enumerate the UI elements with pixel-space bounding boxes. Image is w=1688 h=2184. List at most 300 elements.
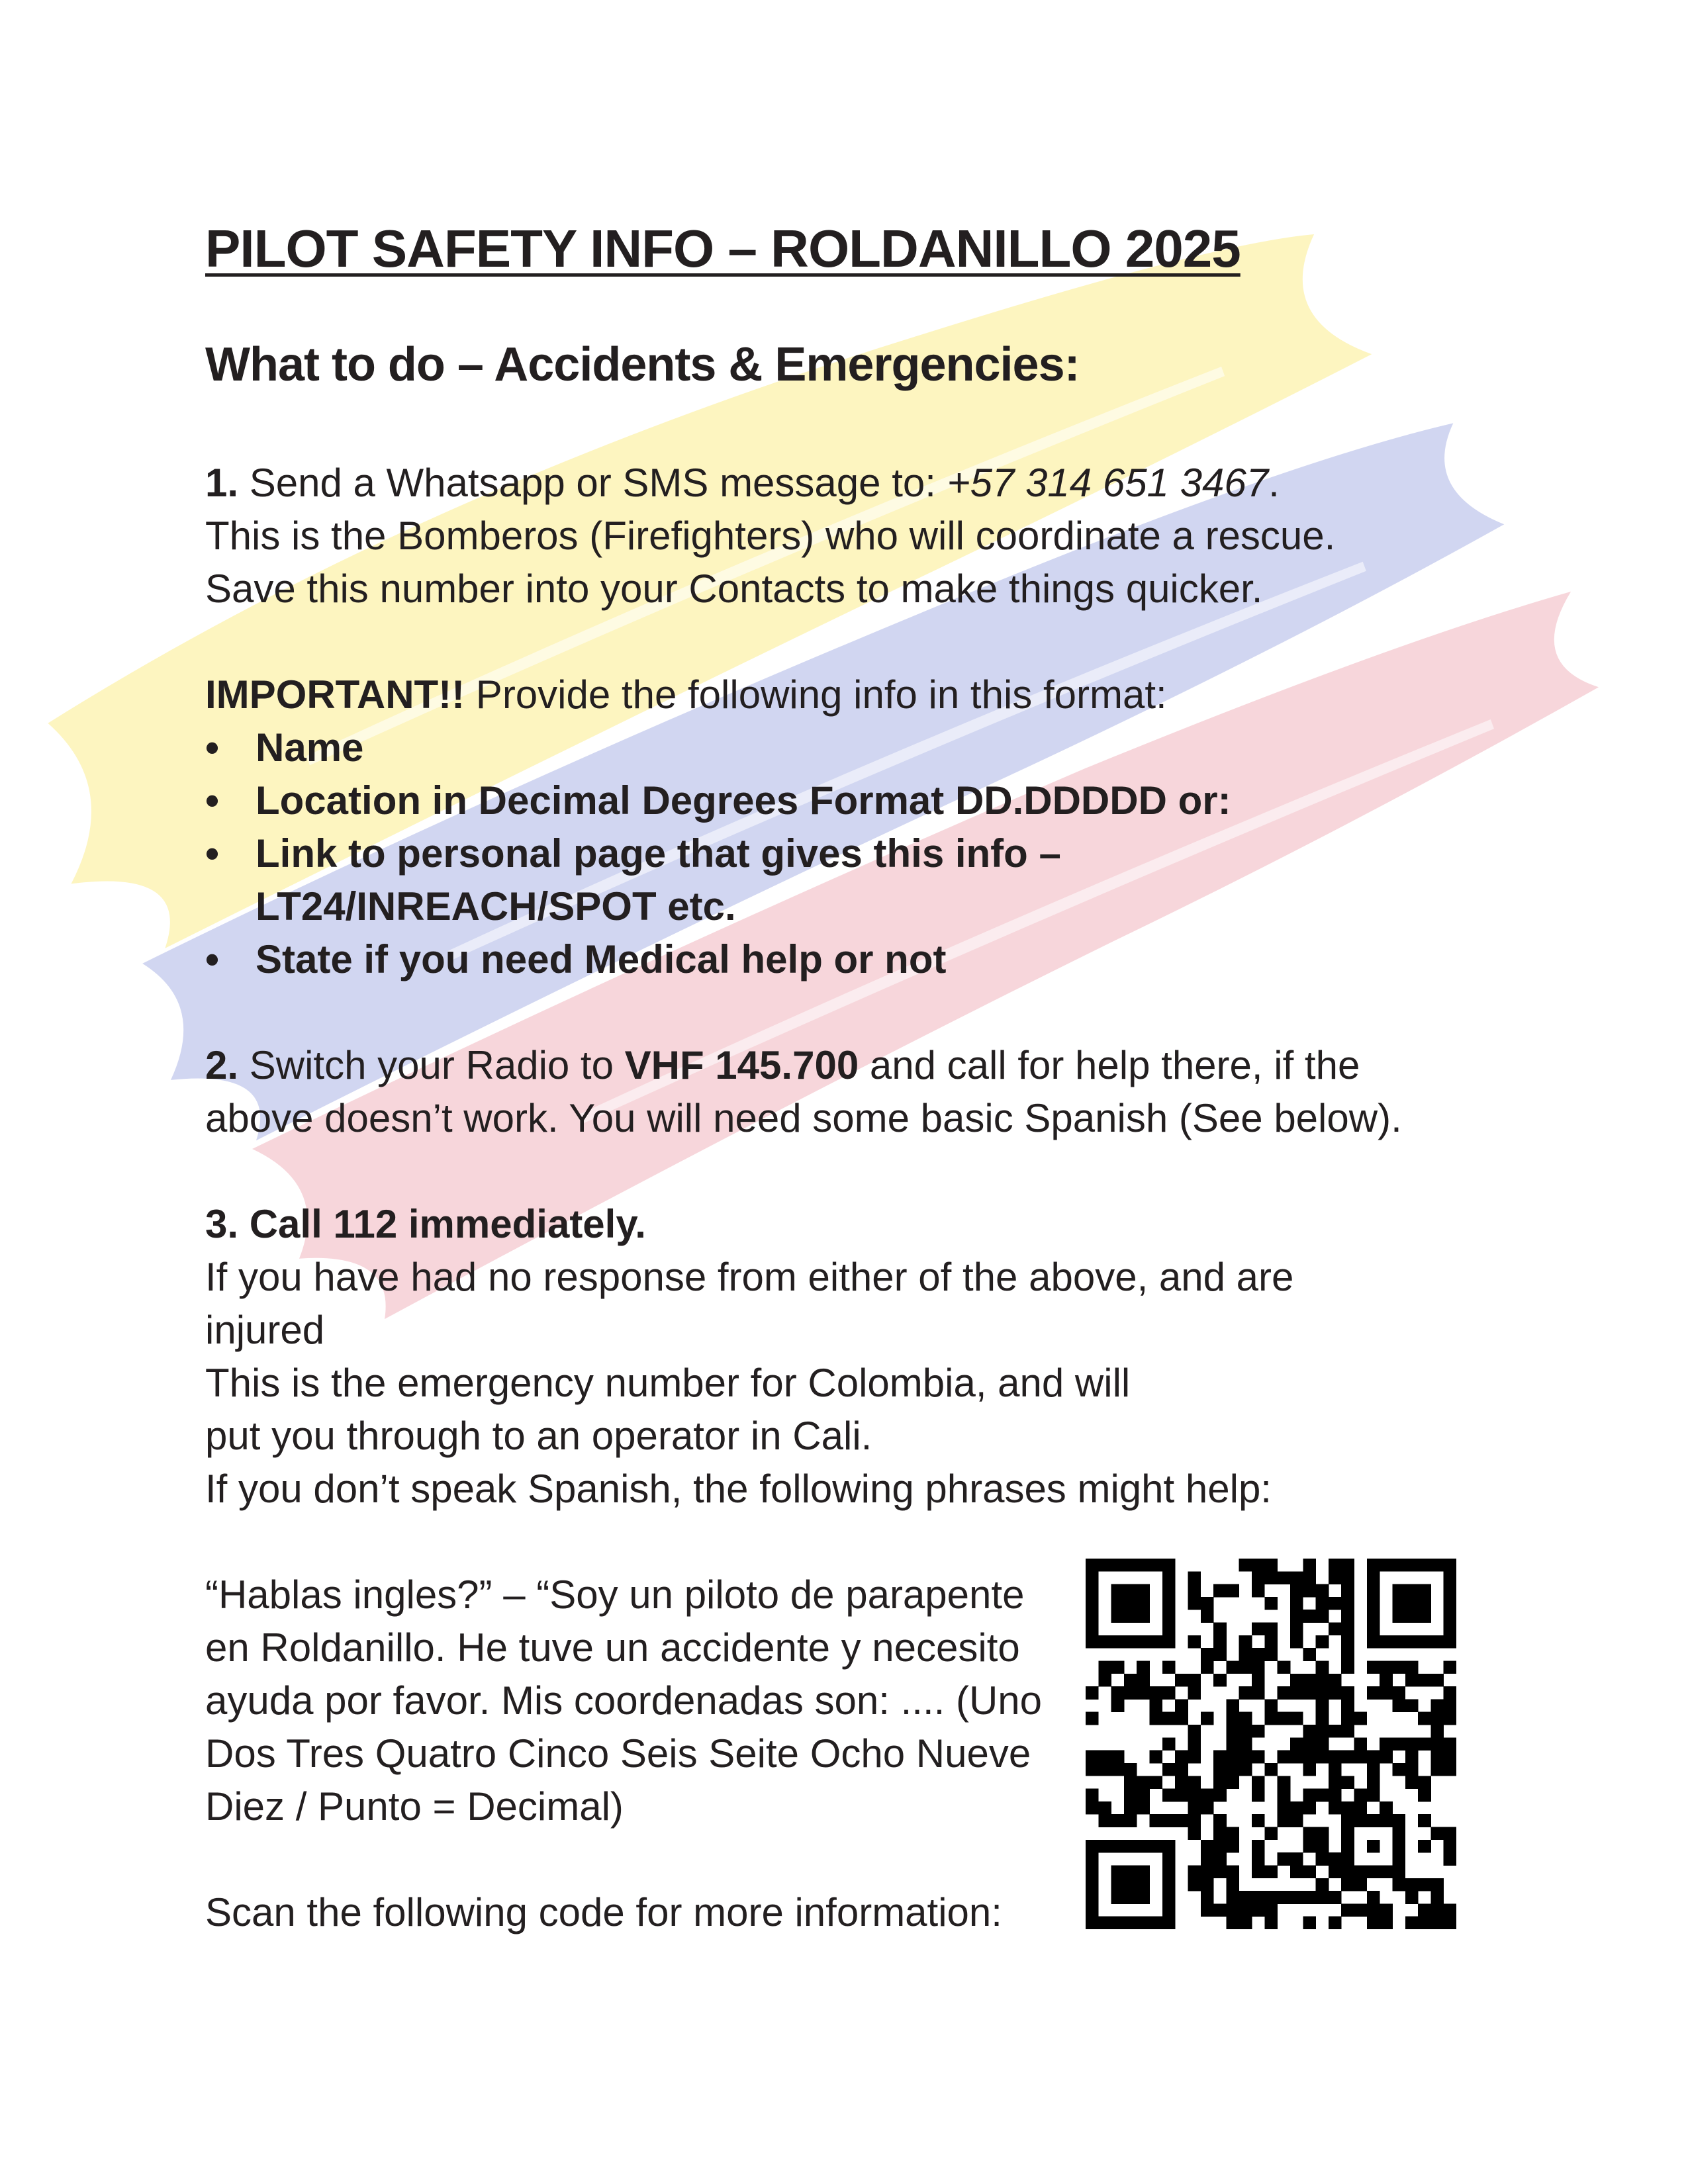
qr-module — [1213, 1674, 1227, 1687]
qr-module — [1124, 1891, 1137, 1904]
qr-module — [1430, 1737, 1444, 1751]
qr-module — [1380, 1903, 1393, 1917]
qr-module — [1430, 1903, 1444, 1917]
qr-module — [1188, 1814, 1201, 1827]
qr-module — [1329, 1571, 1342, 1584]
qr-module — [1290, 1801, 1303, 1815]
qr-module — [1290, 1584, 1303, 1598]
qr-module — [1226, 1865, 1239, 1878]
qr-module — [1418, 1840, 1431, 1853]
qr-module — [1137, 1661, 1150, 1674]
qr-module — [1341, 1827, 1354, 1841]
qr-module — [1124, 1878, 1137, 1891]
qr-module — [1303, 1789, 1316, 1802]
qr-module — [1201, 1597, 1214, 1610]
qr-module — [1111, 1559, 1125, 1572]
qr-module — [1341, 1597, 1354, 1610]
qr-module — [1290, 1610, 1303, 1623]
qr-module — [1380, 1814, 1393, 1827]
qr-module — [1124, 1559, 1137, 1572]
qr-module — [1201, 1801, 1214, 1815]
qr-module — [1188, 1865, 1201, 1878]
qr-module — [1367, 1903, 1380, 1917]
qr-module — [1226, 1840, 1239, 1853]
bomberos-phone-number: +57 314 651 3467 — [947, 461, 1269, 505]
qr-module — [1418, 1712, 1431, 1725]
step3-line: injured — [205, 1308, 325, 1352]
qr-module — [1162, 1814, 1176, 1827]
qr-module — [1213, 1776, 1227, 1789]
qr-module — [1213, 1852, 1227, 1866]
qr-module — [1444, 1559, 1456, 1572]
qr-module — [1341, 1776, 1354, 1789]
qr-module — [1367, 1751, 1380, 1764]
qr-module — [1226, 1712, 1239, 1725]
qr-module — [1150, 1840, 1163, 1853]
qr-module — [1086, 1751, 1099, 1764]
qr-module — [1188, 1737, 1201, 1751]
qr-module — [1367, 1686, 1380, 1700]
qr-module — [1252, 1891, 1265, 1904]
qr-module — [1444, 1751, 1456, 1764]
qr-module — [1086, 1891, 1099, 1904]
qr-module — [1150, 1712, 1163, 1725]
qr-module — [1201, 1712, 1214, 1725]
qr-module — [1086, 1571, 1099, 1584]
step1-text: Send a Whatsapp or SMS message to: — [238, 461, 947, 505]
qr-module — [1086, 1712, 1099, 1725]
qr-module — [1341, 1878, 1354, 1891]
qr-module — [1430, 1917, 1444, 1929]
qr-module — [1367, 1763, 1380, 1776]
qr-module — [1303, 1751, 1316, 1764]
qr-module — [1124, 1917, 1137, 1929]
qr-module — [1367, 1865, 1380, 1878]
qr-module — [1418, 1674, 1431, 1687]
qr-module — [1329, 1597, 1342, 1610]
qr-module — [1303, 1891, 1316, 1904]
qr-module — [1290, 1597, 1303, 1610]
qr-module — [1444, 1737, 1456, 1751]
qr-module — [1341, 1801, 1354, 1815]
qr-module — [1086, 1635, 1099, 1649]
qr-module — [1252, 1661, 1265, 1674]
qr-module — [1239, 1763, 1252, 1776]
qr-module — [1188, 1686, 1201, 1700]
qr-module — [1316, 1661, 1329, 1674]
qr-module — [1341, 1751, 1354, 1764]
qr-module — [1111, 1699, 1125, 1712]
qr-module — [1444, 1903, 1456, 1917]
qr-module — [1392, 1737, 1405, 1751]
qr-module — [1405, 1878, 1419, 1891]
qr-module — [1392, 1814, 1405, 1827]
qr-module — [1252, 1571, 1265, 1584]
bullet-icon: • — [205, 831, 220, 876]
qr-module — [1380, 1917, 1393, 1929]
qr-module — [1252, 1903, 1265, 1917]
qr-module — [1329, 1891, 1342, 1904]
qr-module — [1201, 1865, 1214, 1878]
qr-module — [1213, 1827, 1227, 1841]
qr-module — [1430, 1725, 1444, 1738]
qr-module — [1150, 1559, 1163, 1572]
qr-module — [1188, 1571, 1201, 1584]
qr-module — [1430, 1878, 1444, 1891]
qr-module — [1444, 1840, 1456, 1853]
qr-module — [1316, 1827, 1329, 1841]
info-list-item-text: Name — [256, 725, 364, 770]
qr-module — [1341, 1712, 1354, 1725]
qr-module — [1150, 1751, 1163, 1764]
qr-module — [1316, 1686, 1329, 1700]
qr-module — [1392, 1597, 1405, 1610]
qr-module — [1111, 1584, 1125, 1598]
qr-module — [1341, 1610, 1354, 1623]
qr-module — [1086, 1878, 1099, 1891]
qr-module — [1098, 1814, 1111, 1827]
qr-module — [1226, 1903, 1239, 1917]
qr-module — [1111, 1917, 1125, 1929]
qr-module — [1405, 1737, 1419, 1751]
qr-module — [1392, 1878, 1405, 1891]
qr-module — [1226, 1878, 1239, 1891]
qr-module — [1175, 1712, 1188, 1725]
qr-module — [1175, 1814, 1188, 1827]
qr-module — [1086, 1801, 1099, 1815]
qr-module — [1354, 1865, 1368, 1878]
info-list-item-text: State if you need Medical help or not — [256, 937, 947, 981]
qr-module — [1213, 1865, 1227, 1878]
qr-module — [1444, 1635, 1456, 1649]
qr-module — [1252, 1776, 1265, 1789]
qr-module — [1264, 1699, 1278, 1712]
qr-module — [1290, 1737, 1303, 1751]
qr-module — [1264, 1917, 1278, 1929]
qr-module — [1418, 1559, 1431, 1572]
qr-module — [1341, 1725, 1354, 1738]
qr-module — [1226, 1776, 1239, 1789]
qr-module — [1303, 1571, 1316, 1584]
qr-module — [1239, 1891, 1252, 1904]
step1-number: 1. — [205, 461, 239, 505]
qr-module — [1303, 1917, 1316, 1929]
qr-module — [1162, 1891, 1176, 1904]
qr-module — [1264, 1891, 1278, 1904]
qr-module — [1392, 1635, 1405, 1649]
qr-module — [1188, 1751, 1201, 1764]
qr-module — [1418, 1917, 1431, 1929]
qr-module — [1086, 1686, 1099, 1700]
qr-module — [1162, 1686, 1176, 1700]
qr-module — [1341, 1635, 1354, 1649]
qr-module — [1444, 1571, 1456, 1584]
qr-module — [1341, 1699, 1354, 1712]
qr-module — [1098, 1801, 1111, 1815]
step2-text-b: and call for help there, if the — [859, 1043, 1360, 1087]
qr-module — [1329, 1865, 1342, 1878]
qr-module — [1124, 1686, 1137, 1700]
qr-module — [1264, 1597, 1278, 1610]
qr-module — [1213, 1635, 1227, 1649]
qr-module — [1316, 1891, 1329, 1904]
qr-module — [1329, 1801, 1342, 1815]
qr-module — [1316, 1699, 1329, 1712]
qr-module — [1290, 1635, 1303, 1649]
step1-line2: This is the Bomberos (Firefighters) who will coordinate a rescue. — [205, 514, 1336, 558]
qr-module — [1444, 1623, 1456, 1636]
qr-module — [1124, 1789, 1137, 1802]
qr-module — [1162, 1597, 1176, 1610]
qr-module — [1290, 1751, 1303, 1764]
qr-module — [1086, 1789, 1099, 1802]
qr-module — [1405, 1891, 1419, 1904]
qr-module — [1137, 1610, 1150, 1623]
qr-module — [1405, 1610, 1419, 1623]
qr-module — [1111, 1840, 1125, 1853]
qr-module — [1329, 1763, 1342, 1776]
qr-module — [1380, 1737, 1393, 1751]
qr-module — [1201, 1903, 1214, 1917]
qr-module — [1367, 1635, 1380, 1649]
qr-module — [1418, 1635, 1431, 1649]
qr-module — [1290, 1674, 1303, 1687]
qr-module — [1278, 1776, 1291, 1789]
qr-module — [1380, 1559, 1393, 1572]
qr-module — [1341, 1648, 1354, 1661]
bullet-icon: • — [205, 937, 220, 981]
qr-module — [1086, 1840, 1099, 1853]
qr-module — [1086, 1584, 1099, 1598]
qr-module — [1392, 1699, 1405, 1712]
qr-module — [1380, 1661, 1393, 1674]
qr-module — [1418, 1789, 1431, 1802]
qr-module — [1175, 1763, 1188, 1776]
qr-module — [1329, 1852, 1342, 1866]
qr-module — [1252, 1584, 1265, 1598]
qr-module — [1150, 1686, 1163, 1700]
qr-module — [1239, 1661, 1252, 1674]
qr-module — [1264, 1712, 1278, 1725]
step2-line1 — [205, 1039, 1360, 1092]
qr-module — [1086, 1917, 1099, 1929]
qr-module — [1124, 1763, 1137, 1776]
qr-module — [1162, 1917, 1176, 1929]
qr-module — [1150, 1699, 1163, 1712]
qr-module — [1405, 1584, 1419, 1598]
spanish-phrase-line: ayuda por favor. Mis coordenadas son: .... (Uno — [205, 1678, 1043, 1723]
qr-module — [1278, 1852, 1291, 1866]
qr-module — [1086, 1763, 1099, 1776]
qr-module — [1303, 1584, 1316, 1598]
qr-module — [1405, 1635, 1419, 1649]
qr-module — [1354, 1789, 1368, 1802]
qr-module — [1111, 1814, 1125, 1827]
qr-module — [1392, 1686, 1405, 1700]
qr-module — [1124, 1865, 1137, 1878]
qr-module — [1252, 1751, 1265, 1764]
qr-module — [1367, 1623, 1380, 1636]
qr-module — [1098, 1751, 1111, 1764]
qr-module — [1290, 1891, 1303, 1904]
qr-module — [1303, 1559, 1316, 1572]
bullet-icon: • — [205, 725, 220, 770]
qr-module — [1278, 1801, 1291, 1815]
qr-module — [1239, 1712, 1252, 1725]
qr-module — [1162, 1763, 1176, 1776]
qr-module — [1341, 1623, 1354, 1636]
qr-module — [1226, 1737, 1239, 1751]
qr-module — [1290, 1852, 1303, 1866]
qr-module — [1444, 1610, 1456, 1623]
qr-module — [1188, 1789, 1201, 1802]
qr-module — [1252, 1865, 1265, 1878]
qr-module — [1392, 1763, 1405, 1776]
qr-module — [1150, 1814, 1163, 1827]
qr-module — [1303, 1725, 1316, 1738]
qr-module — [1213, 1751, 1227, 1764]
step2-line2: above doesn’t work. You will need some basic Spanish (See below). — [205, 1096, 1402, 1140]
qr-module — [1213, 1763, 1227, 1776]
qr-module — [1188, 1776, 1201, 1789]
qr-module — [1098, 1674, 1111, 1687]
qr-module — [1098, 1635, 1111, 1649]
qr-module — [1098, 1763, 1111, 1776]
qr-module — [1290, 1623, 1303, 1636]
qr-module — [1316, 1878, 1329, 1891]
qr-module — [1162, 1903, 1176, 1917]
qr-module — [1239, 1737, 1252, 1751]
qr-module — [1239, 1686, 1252, 1700]
qr-module — [1278, 1661, 1291, 1674]
qr-module — [1226, 1827, 1239, 1841]
qr-module — [1278, 1686, 1291, 1700]
qr-module — [1201, 1852, 1214, 1866]
qr-module — [1188, 1878, 1201, 1891]
qr-module — [1341, 1584, 1354, 1598]
qr-module — [1188, 1674, 1201, 1687]
qr-module — [1341, 1852, 1354, 1866]
step3-heading: 3. Call 112 immediately. — [205, 1202, 646, 1246]
qr-module — [1162, 1712, 1176, 1725]
qr-module — [1162, 1737, 1176, 1751]
step1-line3: Save this number into your Contacts to make things quicker. — [205, 567, 1263, 611]
step3-line: put you through to an operator in Cali. — [205, 1414, 872, 1458]
qr-module — [1175, 1699, 1188, 1712]
qr-module — [1111, 1763, 1125, 1776]
qr-module — [1430, 1674, 1444, 1687]
spanish-phrase-line: Diez / Punto = Decimal) — [205, 1784, 624, 1829]
qr-module — [1226, 1917, 1239, 1929]
qr-module — [1252, 1559, 1265, 1572]
qr-module — [1175, 1751, 1188, 1764]
qr-module — [1137, 1559, 1150, 1572]
qr-module — [1111, 1610, 1125, 1623]
qr-module — [1418, 1878, 1431, 1891]
qr-module — [1341, 1686, 1354, 1700]
qr-module — [1188, 1801, 1201, 1815]
qr-module — [1162, 1635, 1176, 1649]
qr-module — [1316, 1674, 1329, 1687]
qr-module — [1329, 1725, 1342, 1738]
qr-module — [1098, 1559, 1111, 1572]
qr-module — [1303, 1674, 1316, 1687]
qr-module — [1226, 1751, 1239, 1764]
qr-code[interactable] — [1086, 1559, 1456, 1929]
qr-module — [1444, 1686, 1456, 1700]
qr-module — [1380, 1686, 1393, 1700]
qr-module — [1137, 1917, 1150, 1929]
qr-module — [1239, 1559, 1252, 1572]
qr-module — [1341, 1903, 1354, 1917]
qr-module — [1252, 1623, 1265, 1636]
qr-module — [1405, 1661, 1419, 1674]
qr-module — [1252, 1674, 1265, 1687]
qr-module — [1188, 1584, 1201, 1598]
step1-line1 — [205, 457, 1280, 510]
qr-module — [1111, 1597, 1125, 1610]
qr-module — [1226, 1584, 1239, 1598]
qr-module — [1380, 1801, 1393, 1815]
qr-module — [1137, 1635, 1150, 1649]
qr-module — [1239, 1903, 1252, 1917]
qr-module — [1239, 1725, 1252, 1738]
qr-module — [1137, 1878, 1150, 1891]
qr-module — [1329, 1917, 1342, 1929]
qr-module — [1430, 1763, 1444, 1776]
qr-module — [1290, 1571, 1303, 1584]
qr-module — [1213, 1903, 1227, 1917]
qr-module — [1444, 1584, 1456, 1598]
qr-module — [1162, 1623, 1176, 1636]
qr-module — [1239, 1917, 1252, 1929]
qr-module — [1316, 1789, 1329, 1802]
qr-module — [1264, 1559, 1278, 1572]
qr-module — [1278, 1751, 1291, 1764]
qr-module — [1264, 1571, 1278, 1584]
qr-module — [1303, 1686, 1316, 1700]
qr-module — [1086, 1559, 1099, 1572]
qr-module — [1444, 1917, 1456, 1929]
qr-module — [1213, 1623, 1227, 1636]
qr-module — [1264, 1623, 1278, 1636]
qr-module — [1162, 1878, 1176, 1891]
qr-module — [1226, 1699, 1239, 1712]
qr-module — [1303, 1648, 1316, 1661]
qr-module — [1367, 1610, 1380, 1623]
qr-module — [1405, 1674, 1419, 1687]
qr-module — [1303, 1827, 1316, 1841]
qr-module — [1290, 1712, 1303, 1725]
qr-module — [1124, 1840, 1137, 1853]
qr-module — [1405, 1917, 1419, 1929]
qr-module — [1392, 1610, 1405, 1623]
qr-module — [1098, 1661, 1111, 1674]
qr-module — [1226, 1725, 1239, 1738]
qr-module — [1278, 1789, 1291, 1802]
step2-number: 2. — [205, 1043, 239, 1087]
qr-module — [1137, 1891, 1150, 1904]
qr-module — [1418, 1737, 1431, 1751]
qr-module — [1367, 1559, 1380, 1572]
qr-module — [1341, 1661, 1354, 1674]
qr-module — [1252, 1814, 1265, 1827]
qr-module — [1367, 1584, 1380, 1598]
info-list-item-text: Location in Decimal Degrees Format DD.DDDDD or: — [256, 778, 1231, 823]
qr-module — [1137, 1801, 1150, 1815]
qr-module — [1329, 1789, 1342, 1802]
qr-module — [1278, 1891, 1291, 1904]
